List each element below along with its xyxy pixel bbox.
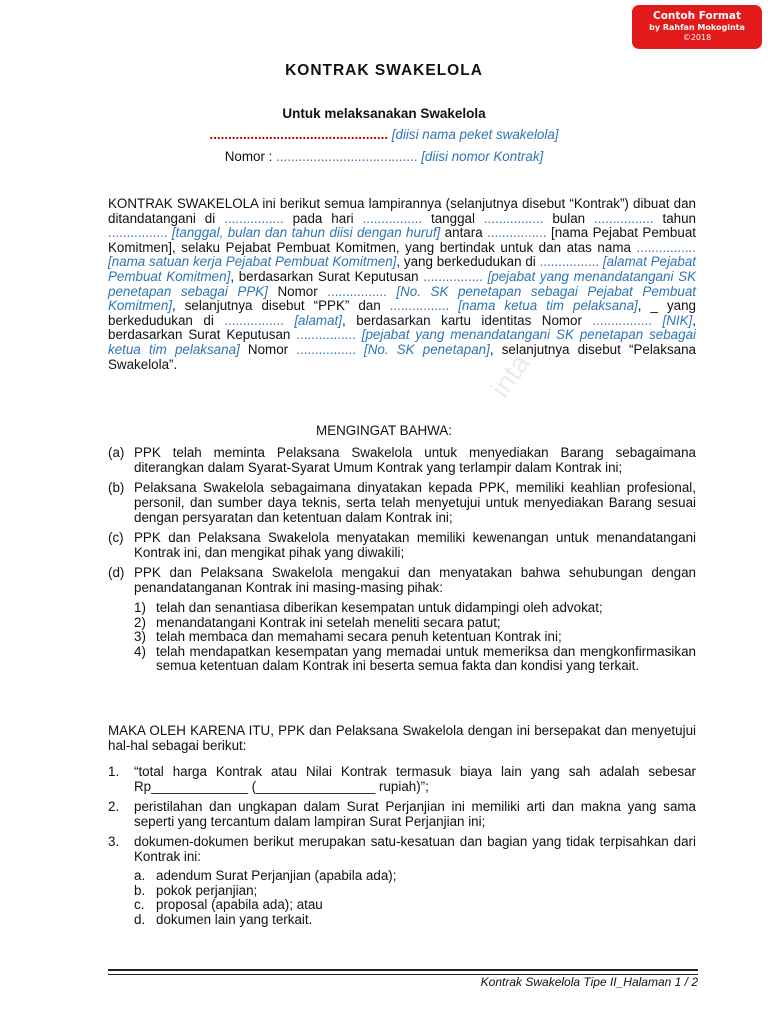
fill-dots: ................ <box>327 283 387 299</box>
agreement-item <box>108 764 696 794</box>
intro-text: tanggal <box>422 210 484 226</box>
intro-text: KONTRAK SWAKELOLA ini berikut semua lampirannya (selanjutnya disebut “Kontrak”) dibuat dan ditandatangani di <box>108 196 696 226</box>
placeholder-hint: [NIK] <box>651 312 693 328</box>
list-text: Pelaksana Swakelola sebagaimana dinyatakan kepada PPK, memiliki keahlian profesional, personil, dan sumber daya teknis, serta telah menyetujui untuk menyediakan Barang sesuai dengan persyaratan dan ketentuan dalam Kontrak ini; <box>134 480 696 525</box>
document-subtitle: Untuk melaksanakan Swakelola <box>282 106 486 121</box>
list-marker: 2. <box>108 799 120 814</box>
maka-paragraph: MAKA OLEH KARENA ITU, PPK dan Pelaksana Swakelola dengan ini bersepakat dan menyetujui hal-hal sebagai berikut: <box>108 723 696 753</box>
list-text: peristilahan dan ungkapan dalam Surat Perjanjian ini memiliki arti dan makna yang sama seperti yang tercantum dalam lampiran Surat Perjanjian ini; <box>134 799 696 829</box>
list-text: pokok perjanjian; <box>156 882 258 898</box>
list-marker: a. <box>134 868 146 883</box>
list-text: dokumen lain yang terkait. <box>156 911 313 927</box>
intro-text: , berdasarkan kartu identitas Nomor <box>341 312 593 328</box>
mengingat-heading: MENGINGAT BAHWA: <box>316 423 452 438</box>
intro-text: , berdasarkan Surat Keputusan <box>230 268 424 284</box>
intro-text: pada hari <box>283 210 363 226</box>
intro-text: bulan <box>543 210 595 226</box>
intro-text: Nomor <box>239 341 297 357</box>
placeholder-hint: [tanggal, bulan dan tahun diisi dengan huruf] <box>167 225 441 241</box>
fill-dots: ................ <box>636 239 696 255</box>
fill-dots: ................ <box>296 327 356 343</box>
fill-dots: ................ <box>224 210 284 226</box>
document-item <box>108 869 696 884</box>
intro-text: , _ yang berkedudukan di <box>108 298 696 328</box>
intro-text: Nomor <box>267 283 328 299</box>
list-text: menandatangani Kontrak ini setelah meneliti secara patut; <box>156 614 501 630</box>
sub-item <box>108 601 696 616</box>
list-text: PPK telah meminta Pelaksana Swakelola untuk menyediakan Barang sebagaimana diterangkan dalam Syarat-Syarat Umum Kontrak yang terlampir dalam Kontrak ini; <box>134 445 696 475</box>
document-item <box>108 898 696 913</box>
list-marker: (a) <box>108 445 125 460</box>
list-marker: (d) <box>108 565 125 580</box>
package-name-line <box>0 127 768 142</box>
list-text: telah mendapatkan kesempatan yang memadai untuk memeriksa dan mengkonfirmasikan semua ketentuan dalam Kontrak ini beserta semua fakta dan kondisi yang terkait. <box>156 643 696 673</box>
contract-number-dots: ...................................... <box>276 149 418 164</box>
package-name-dots: ................................................ <box>209 127 389 142</box>
list-marker: 2) <box>134 614 146 630</box>
mengingat-item <box>108 445 696 475</box>
agreement-list <box>108 764 696 927</box>
fill-dots: ................ <box>362 210 423 226</box>
contract-number-line <box>0 149 768 164</box>
intro-text: tahun <box>653 210 696 226</box>
placeholder-hint: [nama ketua tim pelaksana] <box>449 298 638 314</box>
intro-text: , yang berkedudukan di <box>396 254 540 270</box>
list-marker: c. <box>134 897 145 912</box>
contract-number-hint: [diisi nomor Kontrak] <box>421 149 544 164</box>
agreement-item <box>108 834 696 864</box>
watermark: inta <box>484 348 536 404</box>
badge-year: ©2018 <box>682 33 712 42</box>
list-marker: 1) <box>134 600 146 615</box>
fill-dots: ................ <box>539 254 600 270</box>
fill-dots: ................ <box>594 210 654 226</box>
list-marker: (c) <box>108 530 124 545</box>
package-name-hint: [diisi nama peket swakelola] <box>391 127 559 142</box>
list-text: “total harga Kontrak atau Nilai Kontrak termasuk biaya lain yang sah adalah sebesar Rp_____________ (________________ rupiah)”; <box>134 764 696 794</box>
document-item <box>108 884 696 899</box>
placeholder-hint: [No. SK penetapan] <box>355 341 490 357</box>
badge-author: by Rahfan Mokoginta <box>649 23 745 32</box>
intro-text: [nama Pejabat Pembuat Komitmen], selaku Pejabat Pembuat Komitmen, yang bertindak untuk dan atas nama <box>108 225 696 255</box>
document-item <box>108 913 696 928</box>
document-title: KONTRAK SWAKELOLA <box>285 62 483 79</box>
list-text: PPK dan Pelaksana Swakelola mengakui dan menyatakan bahwa sehubungan dengan penandatanganan Kontrak ini masing-masing pihak: <box>134 565 696 595</box>
intro-text: , berdasarkan Surat Keputusan <box>108 312 696 343</box>
placeholder-hint: [alamat] <box>283 312 342 328</box>
placeholder-hint: [pejabat yang menandatangani SK penetapan sebagai PPK] <box>108 268 696 299</box>
placeholder-hint: [No. SK penetapan sebagai Pejabat Pembuat Komitmen] <box>108 283 696 314</box>
list-text: PPK dan Pelaksana Swakelola menyatakan memiliki kewenangan untuk menandatangani Kontrak ini, dan mengikat pihak yang diwakili; <box>134 530 696 560</box>
intro-text: , selanjutnya disebut “PPK” dan <box>172 298 390 314</box>
list-marker: b. <box>134 882 146 898</box>
list-marker: d. <box>134 911 146 927</box>
mengingat-item <box>108 480 696 525</box>
badge-title: Contoh Format <box>653 10 741 22</box>
list-text: telah membaca dan memahami secara penuh ketentuan Kontrak ini; <box>156 629 562 644</box>
mengingat-item <box>108 530 696 560</box>
sub-item <box>108 645 696 674</box>
intro-paragraph <box>108 197 696 372</box>
placeholder-hint: [nama satuan kerja Pejabat Pembuat Komitmen] <box>108 254 397 270</box>
fill-dots: ................ <box>224 312 284 328</box>
list-marker: 3. <box>108 834 120 849</box>
format-badge <box>632 5 762 49</box>
intro-text: antara <box>440 225 488 241</box>
fill-dots: ................ <box>592 312 652 328</box>
fill-dots: ................ <box>389 298 450 314</box>
contract-number-label: Nomor : <box>224 149 277 164</box>
intro-text: , selanjutnya disebut “Pelaksana Swakelola”. <box>108 341 696 372</box>
fill-dots: ................ <box>483 210 544 226</box>
fill-dots: ................ <box>108 225 168 241</box>
mengingat-list <box>108 445 696 674</box>
list-marker: 1. <box>108 764 120 779</box>
sub-item <box>108 630 696 645</box>
sub-item <box>108 616 696 631</box>
list-text: adendum Surat Perjanjian (apabila ada); <box>156 868 397 883</box>
list-text: telah dan senantiasa diberikan kesempatan untuk didampingi oleh advokat; <box>156 600 603 615</box>
fill-dots: ................ <box>423 268 483 284</box>
page-footer: Kontrak Swakelola Tipe II_Halaman 1 / 2 <box>480 975 698 989</box>
list-marker: 4) <box>134 643 146 659</box>
agreement-item <box>108 799 696 829</box>
fill-dots: ................ <box>296 341 356 357</box>
placeholder-hint: [alamat Pejabat Pembuat Komitmen] <box>108 254 696 284</box>
fill-dots: ................ <box>487 225 547 241</box>
mengingat-item <box>108 565 696 595</box>
footer-rule <box>108 969 698 971</box>
list-marker: (b) <box>108 480 125 495</box>
list-text: proposal (apabila ada); atau <box>156 897 323 912</box>
placeholder-hint: [pejabat yang menandatangani SK penetapan sebagai ketua tim pelaksana] <box>108 327 696 357</box>
list-marker: 3) <box>134 629 146 644</box>
list-text: dokumen-dokumen berikut merupakan satu-kesatuan dan bagian yang tidak terpisahkan dari Kontrak ini: <box>134 834 696 864</box>
